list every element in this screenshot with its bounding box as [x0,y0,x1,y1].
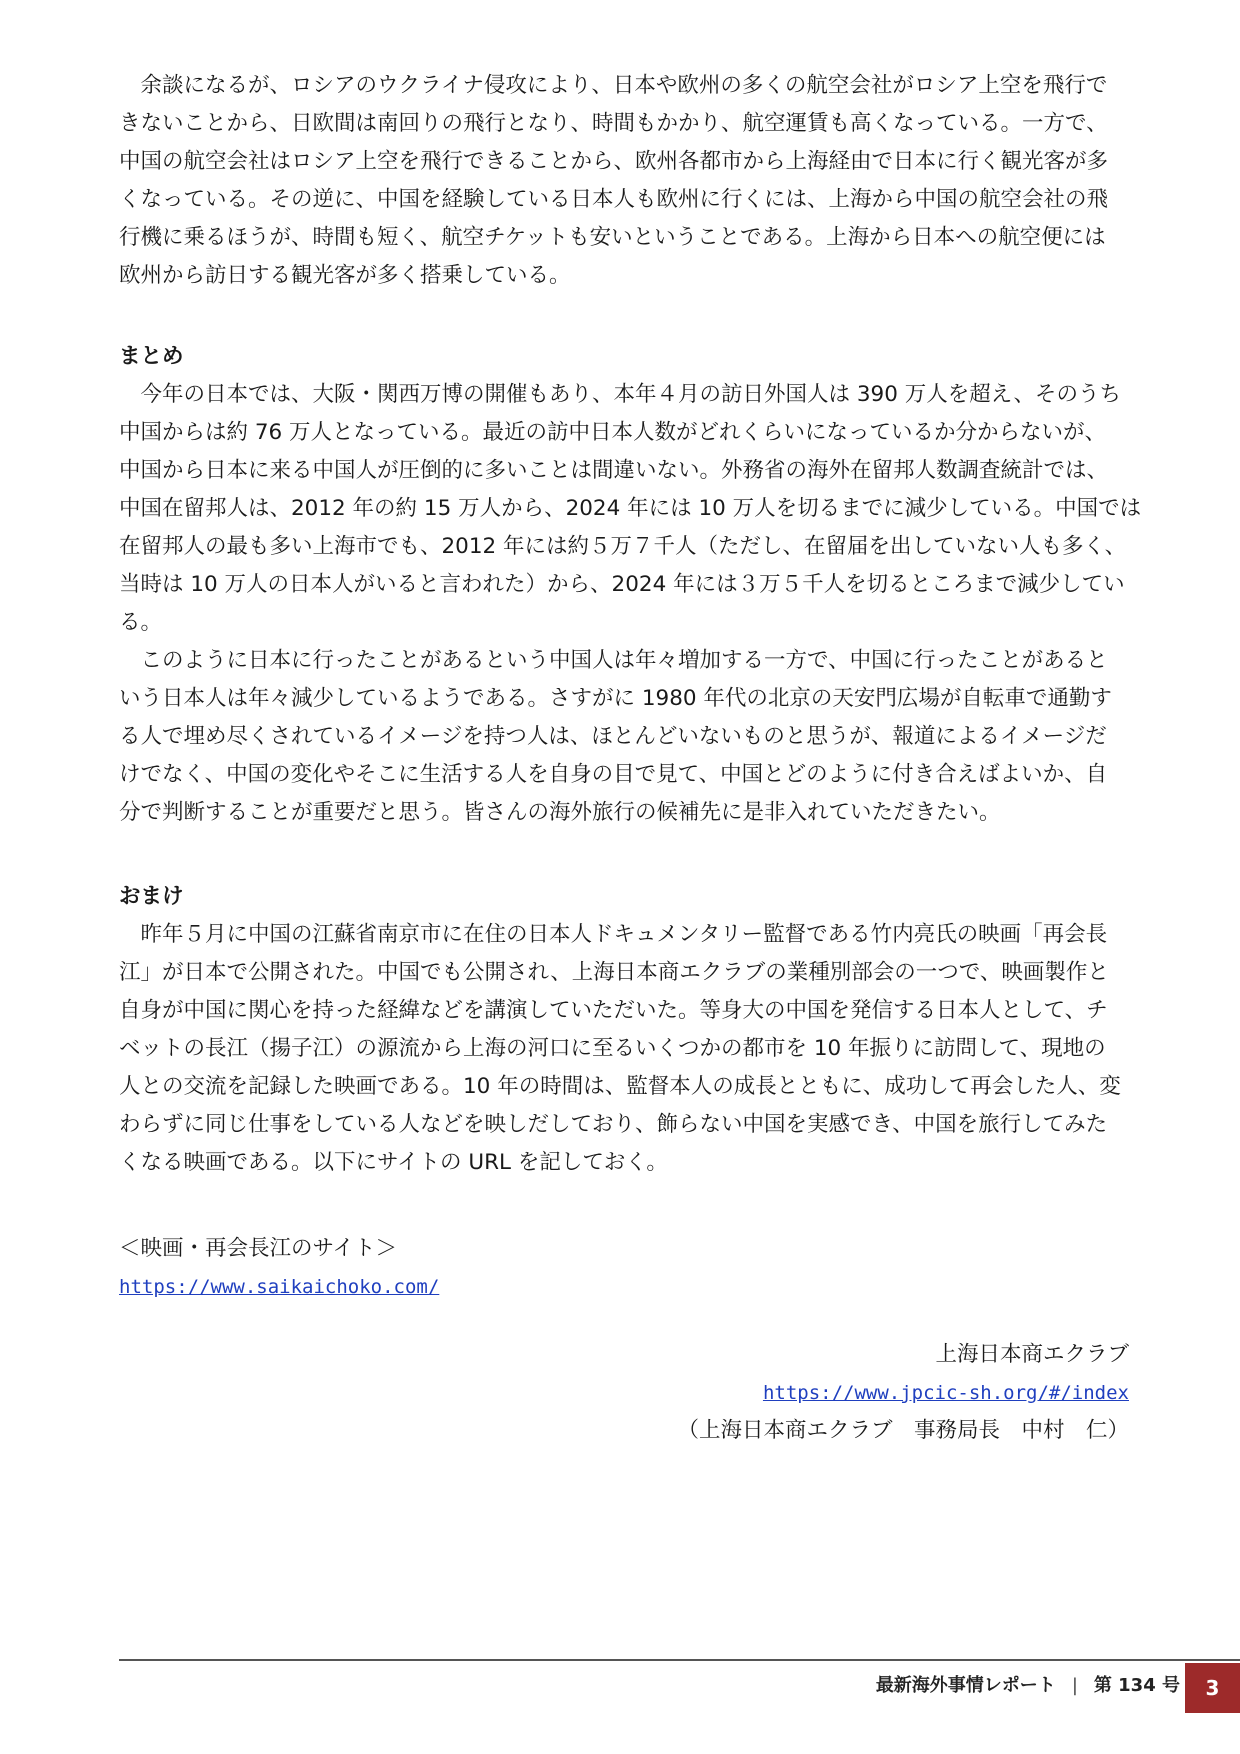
text-line: 余談になるが、ロシアのウクライナ侵攻により、日本や欧州の多くの航空会社がロシア上空を飛行で [119,73,1108,98]
signature-org: 上海日本商エクラブ [935,1342,1129,1367]
footer [876,1666,1180,1706]
intro-paragraph [119,67,1129,295]
section-heading: まとめ [119,344,184,369]
text-line: このように日本に行ったことがあるという中国人は年々増加する一方で、中国に行ったことがあると [119,648,1108,673]
footer-divider [119,1659,1240,1661]
text-line: 中国在留邦人は、2012 年の約 15 万人から、2024 年には 10 万人を切るまでに減少している。中国では [119,496,1142,521]
text-line: 人との交流を記録した映画である。10 年の時間は、監督本人の成長とともに、成功して再会した人、変 [119,1074,1121,1099]
text-line: きないことから、日欧間は南回りの飛行となり、時間もかかり、航空運賃も高くなっている。一方で、 [119,111,1108,136]
signature-author: （上海日本商エクラブ 事務局長 中村 仁） [677,1418,1129,1443]
footer-separator: | [1071,1675,1078,1696]
text-line: 中国から日本に来る中国人が圧倒的に多いことは間違いない。外務省の海外在留邦人数調査統計では、 [119,458,1109,483]
section-heading: おまけ [119,884,184,909]
site-block [119,1230,1129,1306]
publication-name: 最新海外事情レポート [875,1675,1056,1696]
text-line: 在留邦人の最も多い上海市でも、2012 年には約５万７千人（ただし、在留届を出していない人も多く、 [119,534,1127,559]
text-line: ベットの長江（揚子江）の源流から上海の河口に至るいくつかの都市を 10 年振りに訪問して、現地の [119,1036,1106,1061]
signature-block [119,1336,1129,1450]
text-line: 江」が日本で公開された。中国でも公開され、上海日本商エクラブの業種別部会の一つで、映画製作と [119,960,1109,985]
text-line: 欧州から訪日する観光客が多く搭乗している。 [119,263,571,288]
text-line: 今年の日本では、大阪・関西万博の開催もあり、本年４月の訪日外国人は 390 万人を超え、そのうち [119,382,1122,407]
summary-section [119,338,1142,832]
text-line: る人で埋め尽くされているイメージを持つ人は、ほとんどいないものと思うが、報道によるイメージだ [119,724,1107,749]
text-line: 中国からは約 76 万人となっている。最近の訪中日本人数がどれくらいになっているか分からないが、 [119,420,1107,445]
issue-number: 第 134 号 [1093,1675,1180,1696]
text-line: 分で判断することが重要だと思う。皆さんの海外旅行の候補先に是非入れていただきたい。 [119,800,1001,825]
text-line: 中国の航空会社はロシア上空を飛行できることから、欧州各都市から上海経由で日本に行く観光客が多 [119,149,1109,174]
text-line: くなる映画である。以下にサイトの URL を記しておく。 [119,1150,668,1175]
page-number: 3 [1205,1676,1220,1700]
org-link[interactable]: https://www.jpcic-sh.org/#/index [762,1382,1129,1404]
site-link[interactable]: https://www.saikaichoko.com/ [119,1276,440,1298]
extra-section [119,878,1129,1182]
text-line: くなっている。その逆に、中国を経験している日本人も欧州に行くには、上海から中国の航空会社の飛 [119,187,1109,212]
page-number-badge [1185,1663,1240,1713]
text-line: 当時は 10 万人の日本人がいると言われた）から、2024 年には３万５千人を切るところまで減少してい [119,572,1125,597]
text-line: 自身が中国に関心を持った経緯などを講演していただいた。等身大の中国を発信する日本人として、チ [119,998,1108,1023]
site-link-line [119,1268,1129,1306]
text-line: る。 [119,610,163,635]
site-label: ＜映画・再会長江のサイト＞ [119,1236,397,1261]
text-line: わらずに同じ仕事をしている人などを映しだしており、飾らない中国を実感でき、中国を旅行してみた [119,1112,1108,1137]
text-line: 昨年５月に中国の江蘇省南京市に在住の日本人ドキュメンタリー監督である竹内亮氏の映画「再会長 [119,922,1108,947]
text-line: 行機に乗るほうが、時間も短く、航空チケットも安いということである。上海から日本への航空便には [119,225,1106,250]
text-line: けでなく、中国の変化やそこに生活する人を自身の目で見て、中国とどのように付き合えばよいか、自 [119,762,1108,787]
signature-link-line [119,1374,1129,1412]
text-line: いう日本人は年々減少しているようである。さすがに 1980 年代の北京の天安門広場が自転車で通勤す [119,686,1112,711]
